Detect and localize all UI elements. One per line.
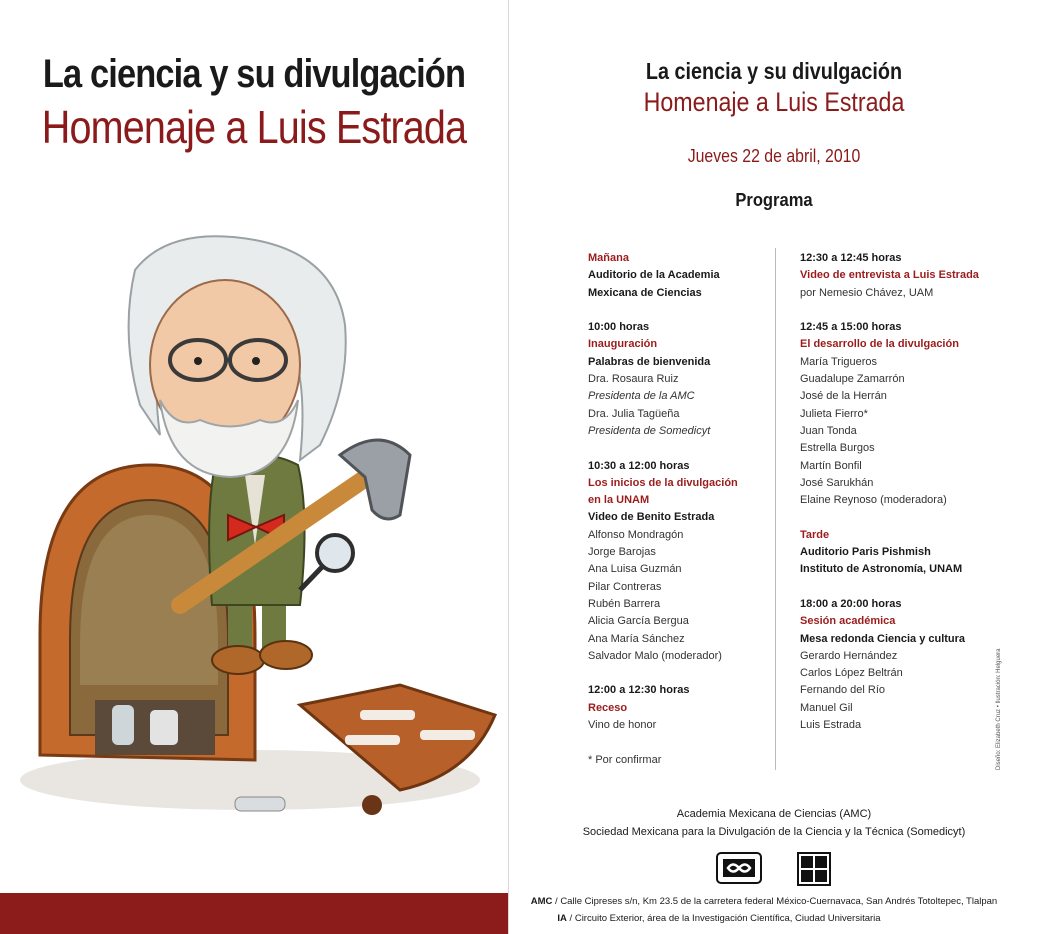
program-line: El desarrollo de la divulgación — [800, 338, 959, 351]
program-line: Video de entrevista a Luis Estrada — [800, 269, 979, 282]
program-line: Video de Benito Estrada — [588, 511, 715, 524]
program-line: Jorge Barojas — [588, 546, 656, 559]
program-line: María Trigueros — [800, 355, 878, 368]
program-line: José Sarukhán — [800, 476, 874, 489]
program-line: Luis Estrada — [800, 719, 862, 732]
org-amc: Academia Mexicana de Ciencias (AMC) — [676, 808, 872, 820]
program-line: Receso — [588, 701, 628, 714]
spacer — [800, 302, 979, 319]
bottom-band — [0, 893, 508, 934]
address-ia-text: / Circuito Exterior, área de la Investigación Científica, Ciudad Universitaria — [566, 913, 881, 924]
program-line: Mesa redonda Ciencia y cultura — [800, 632, 966, 645]
program-line: 12:30 a 12:45 horas — [800, 252, 902, 264]
left-panel — [0, 0, 508, 934]
organizers — [509, 805, 1039, 841]
spacer — [588, 302, 738, 319]
spacer — [588, 665, 738, 682]
program-line: 10:00 horas — [588, 321, 650, 334]
program-line: Tarde — [800, 528, 830, 541]
program-line: Auditorio de la Academia — [588, 269, 720, 282]
program-line: Dra. Rosaura Ruiz — [588, 373, 679, 386]
program-line: Martín Bonfil — [800, 459, 862, 472]
spacer — [800, 579, 979, 596]
amc-logo — [716, 852, 762, 884]
event-date: Jueves 22 de abril, 2010 — [687, 146, 861, 166]
program-line: Inauguración — [588, 338, 658, 351]
left-subtitle: Homenaje a Luis Estrada — [41, 101, 467, 153]
program-line: Ana Luisa Guzmán — [588, 563, 682, 576]
right-title: La ciencia y su divulgación — [645, 58, 903, 84]
program-line: Ana María Sánchez — [588, 632, 685, 645]
program-line: Alfonso Mondragón — [588, 528, 684, 541]
program-line: Fernando del Río — [800, 684, 885, 697]
program-line: Los inicios de la divulgación — [588, 476, 738, 489]
program-line: Guadalupe Zamarrón — [800, 373, 905, 386]
program-column-afternoon — [800, 250, 979, 734]
program-line: 12:00 a 12:30 horas — [588, 684, 690, 697]
right-subtitle: Homenaje a Luis Estrada — [643, 87, 905, 117]
program-line: Instituto de Astronomía, UNAM — [800, 563, 963, 576]
program-line: Julieta Fierro* — [800, 407, 868, 420]
program-line: Mañana — [588, 252, 629, 264]
program-line: Elaine Reynoso (moderadora) — [800, 494, 947, 507]
program-line: Rubén Barrera — [588, 597, 661, 610]
spacer — [800, 509, 979, 526]
program-line: Presidenta de la AMC — [588, 390, 695, 403]
program-column-morning — [588, 250, 738, 769]
program-line: Palabras de bienvenida — [588, 355, 711, 368]
program-line: Estrella Burgos — [800, 442, 875, 455]
address-amc-label: AMC — [530, 896, 553, 907]
address-ia — [469, 913, 969, 924]
program-line: Gerardo Hernández — [800, 649, 898, 662]
program-line: Pilar Contreras — [588, 580, 662, 593]
program-line: Dra. Julia Tagüeña — [588, 407, 680, 420]
org-somedicyt: Sociedad Mexicana para la Divulgación de la Ciencia y la Técnica (Somedicyt) — [582, 826, 966, 838]
program-line: * Por confirmar — [588, 753, 662, 766]
program-line: Salvador Malo (moderador) — [588, 649, 722, 662]
program-line: Vino de honor — [588, 719, 657, 732]
program-line: en la UNAM — [588, 494, 650, 507]
spacer — [588, 440, 738, 457]
column-divider — [775, 248, 776, 770]
address-ia-label: IA — [557, 913, 567, 924]
caricature-illustration — [0, 215, 508, 825]
program-line: José de la Herrán — [800, 390, 887, 403]
program-line: Carlos López Beltrán — [800, 667, 903, 680]
program-heading: Programa — [735, 190, 813, 210]
program-line: Sesión académica — [800, 615, 896, 628]
somedicyt-logo — [797, 852, 831, 886]
program-line: 12:45 a 15:00 horas — [800, 321, 902, 334]
program-line: 10:30 a 12:00 horas — [588, 459, 690, 472]
address-amc — [514, 896, 1014, 907]
program-line: por Nemesio Chávez, UAM — [800, 286, 934, 299]
left-title: La ciencia y su divulgación — [42, 52, 466, 96]
program-line: Alicia García Bergua — [588, 615, 689, 628]
program-line: Juan Tonda — [800, 424, 857, 437]
spacer — [588, 734, 738, 751]
design-credit: Diseño: Elizabeth Cruz • Ilustración: Helguera — [996, 648, 1002, 770]
program-line: Presidenta de Somedicyt — [588, 424, 711, 437]
address-amc-text: / Calle Cipreses s/n, Km 23.5 de la carretera federal México-Cuernavaca, San Andrés Totoltepec, Tlalpan — [552, 896, 998, 907]
program-line: 18:00 a 20:00 horas — [800, 597, 902, 610]
program-line: Auditorio Paris Pishmish — [800, 546, 931, 559]
program-line: Manuel Gil — [800, 701, 853, 714]
program-line: Mexicana de Ciencias — [588, 286, 702, 299]
right-panel — [509, 0, 1000, 934]
